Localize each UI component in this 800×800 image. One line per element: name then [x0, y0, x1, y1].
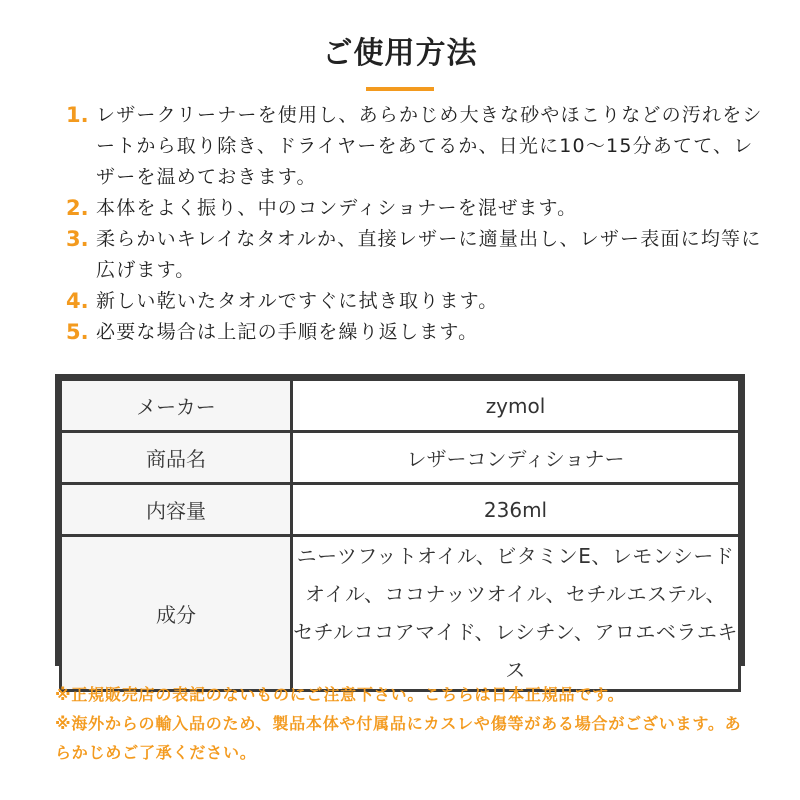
- step-number: 2.: [66, 196, 89, 220]
- spec-key: 商品名: [61, 432, 292, 484]
- step-text: 必要な場合は上記の手順を繰り返します。: [96, 321, 479, 343]
- ingredients-line: セチルココアマイド、レシチン、アロエベラエキス: [293, 620, 738, 682]
- step-text: レザークリーナーを使用し、あらかじめ大きな砂やほこりなどの汚れをシートから取り除き、ドライヤーをあてるか、日光に10〜15分あてて、レザーを温めておきます。: [96, 104, 763, 188]
- ingredients-line: オイル、ココナッツオイル、セチルエステル、: [305, 582, 726, 606]
- page-title: ご使用方法: [322, 36, 478, 71]
- step-1: [66, 100, 766, 193]
- usage-steps: [66, 100, 766, 348]
- spec-row-ingredients: [61, 536, 740, 691]
- spec-value: zymol: [292, 380, 740, 432]
- spec-key: 成分: [61, 536, 292, 691]
- step-text: 本体をよく振り、中のコンディショナーを混ぜます。: [96, 197, 578, 219]
- spec-row-product: [61, 432, 740, 484]
- spec-key: 内容量: [61, 484, 292, 536]
- step-number: 4.: [66, 289, 89, 313]
- step-3: [66, 224, 766, 286]
- ingredients-line: ニーツフットオイル、ビタミンE、レモンシード: [296, 544, 735, 568]
- step-number: 3.: [66, 227, 89, 251]
- note-import: ※海外からの輸入品のため、製品本体や付属品にカスレや傷等がある場合がございます。あらかじめご了承ください。: [55, 714, 742, 762]
- step-text: 新しい乾いたタオルですぐに拭き取ります。: [96, 290, 499, 312]
- spec-table: [55, 374, 745, 682]
- step-2: [66, 193, 766, 224]
- notes: [55, 680, 755, 767]
- spec-value: レザーコンディショナー: [292, 432, 740, 484]
- step-5: [66, 317, 766, 348]
- step-4: [66, 286, 766, 317]
- spec-value-ingredients: [292, 536, 740, 691]
- note-authentic: ※正規販売店の表記のないものにご注意下さい。こちらは日本正規品です。: [55, 685, 625, 704]
- title-underline: [366, 87, 434, 91]
- step-text: 柔らかいキレイなタオルか、直接レザーに適量出し、レザー表面に均等に広げます。: [96, 228, 762, 281]
- spec-key: メーカー: [61, 380, 292, 432]
- spec-row-volume: [61, 484, 740, 536]
- spec-row-maker: [61, 380, 740, 432]
- step-number: 1.: [66, 103, 89, 127]
- spec-value: 236ml: [292, 484, 740, 536]
- step-number: 5.: [66, 320, 89, 344]
